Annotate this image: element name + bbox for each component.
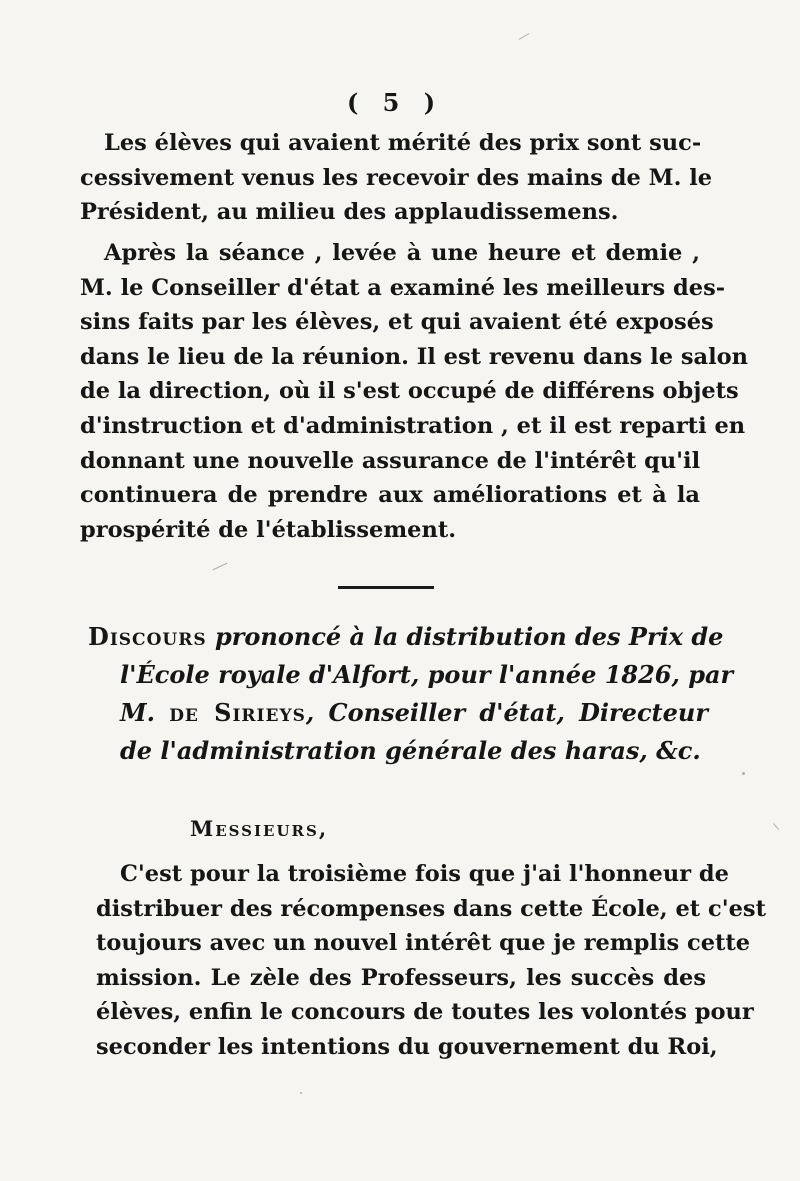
text-line: élèves, enfin le concours de toutes les volontés pour <box>96 999 754 1026</box>
text-line: Président, au milieu des applaudissemens. <box>80 199 619 226</box>
heading-line: l'École royale d'Alfort, pour l'année 1826, par <box>120 660 734 689</box>
paper-speck <box>773 823 779 830</box>
text-line: C'est pour la troisième fois que j'ai l'honneur de <box>120 861 729 887</box>
text-line: de la direction, où il s'est occupé de différens objets <box>80 378 739 405</box>
page-number: ( 5 ) <box>346 88 444 117</box>
heading-text: prononcé à la distribution des Prix de <box>206 622 724 651</box>
paper-speck <box>519 33 530 40</box>
salutation: Messieurs, <box>190 816 329 841</box>
section-divider <box>338 586 434 589</box>
text-line: seconder les intentions du gouvernement du Roi, <box>96 1033 718 1060</box>
heading-line <box>88 694 708 732</box>
text-line: Les élèves qui avaient mérité des prix sont suc- <box>104 130 702 156</box>
heading-line: de l'administration générale des haras, &c. <box>120 736 701 765</box>
text-line: mission. Le zèle des Professeurs, les succès des <box>96 964 706 991</box>
text-line: M. le Conseiller d'état a examiné les meilleurs des- <box>80 274 726 301</box>
text-line: distribuer des récompenses dans cette École, et c'est <box>96 895 766 922</box>
heading-text: , Conseiller d'état, Directeur <box>305 698 709 727</box>
heading-text: M. <box>120 698 170 727</box>
heading-author-name: de Sirieys <box>169 698 306 727</box>
text-line: donnant une nouvelle assurance de l'intérêt qu'il <box>80 447 701 474</box>
discourse-heading <box>88 618 734 770</box>
text-line: sins faits par les élèves, et qui avaient été exposés <box>80 309 714 336</box>
paragraph-prize-distribution <box>80 126 713 230</box>
heading-line <box>88 618 724 656</box>
text-line: cessivement venus les recevoir des mains de M. le <box>80 164 713 191</box>
heading-title-word: Discours <box>88 622 207 651</box>
text-line: dans le lieu de la réunion. Il est revenu dans le salon <box>80 343 749 370</box>
paper-speck <box>300 1092 302 1094</box>
paragraph-speech <box>96 857 766 1065</box>
text-line: continuera de prendre aux améliorations et à la <box>80 482 700 509</box>
paragraph-after-session <box>80 236 749 547</box>
text-line: toujours avec un nouvel intérêt que je remplis cette <box>96 930 751 957</box>
text-line: prospérité de l'établissement. <box>80 516 457 543</box>
text-line: d'instruction et d'administration , et il est reparti en <box>80 412 746 439</box>
paper-speck <box>213 563 228 571</box>
paper-speck <box>742 772 745 775</box>
text-line: Après la séance , levée à une heure et demie , <box>104 240 700 266</box>
